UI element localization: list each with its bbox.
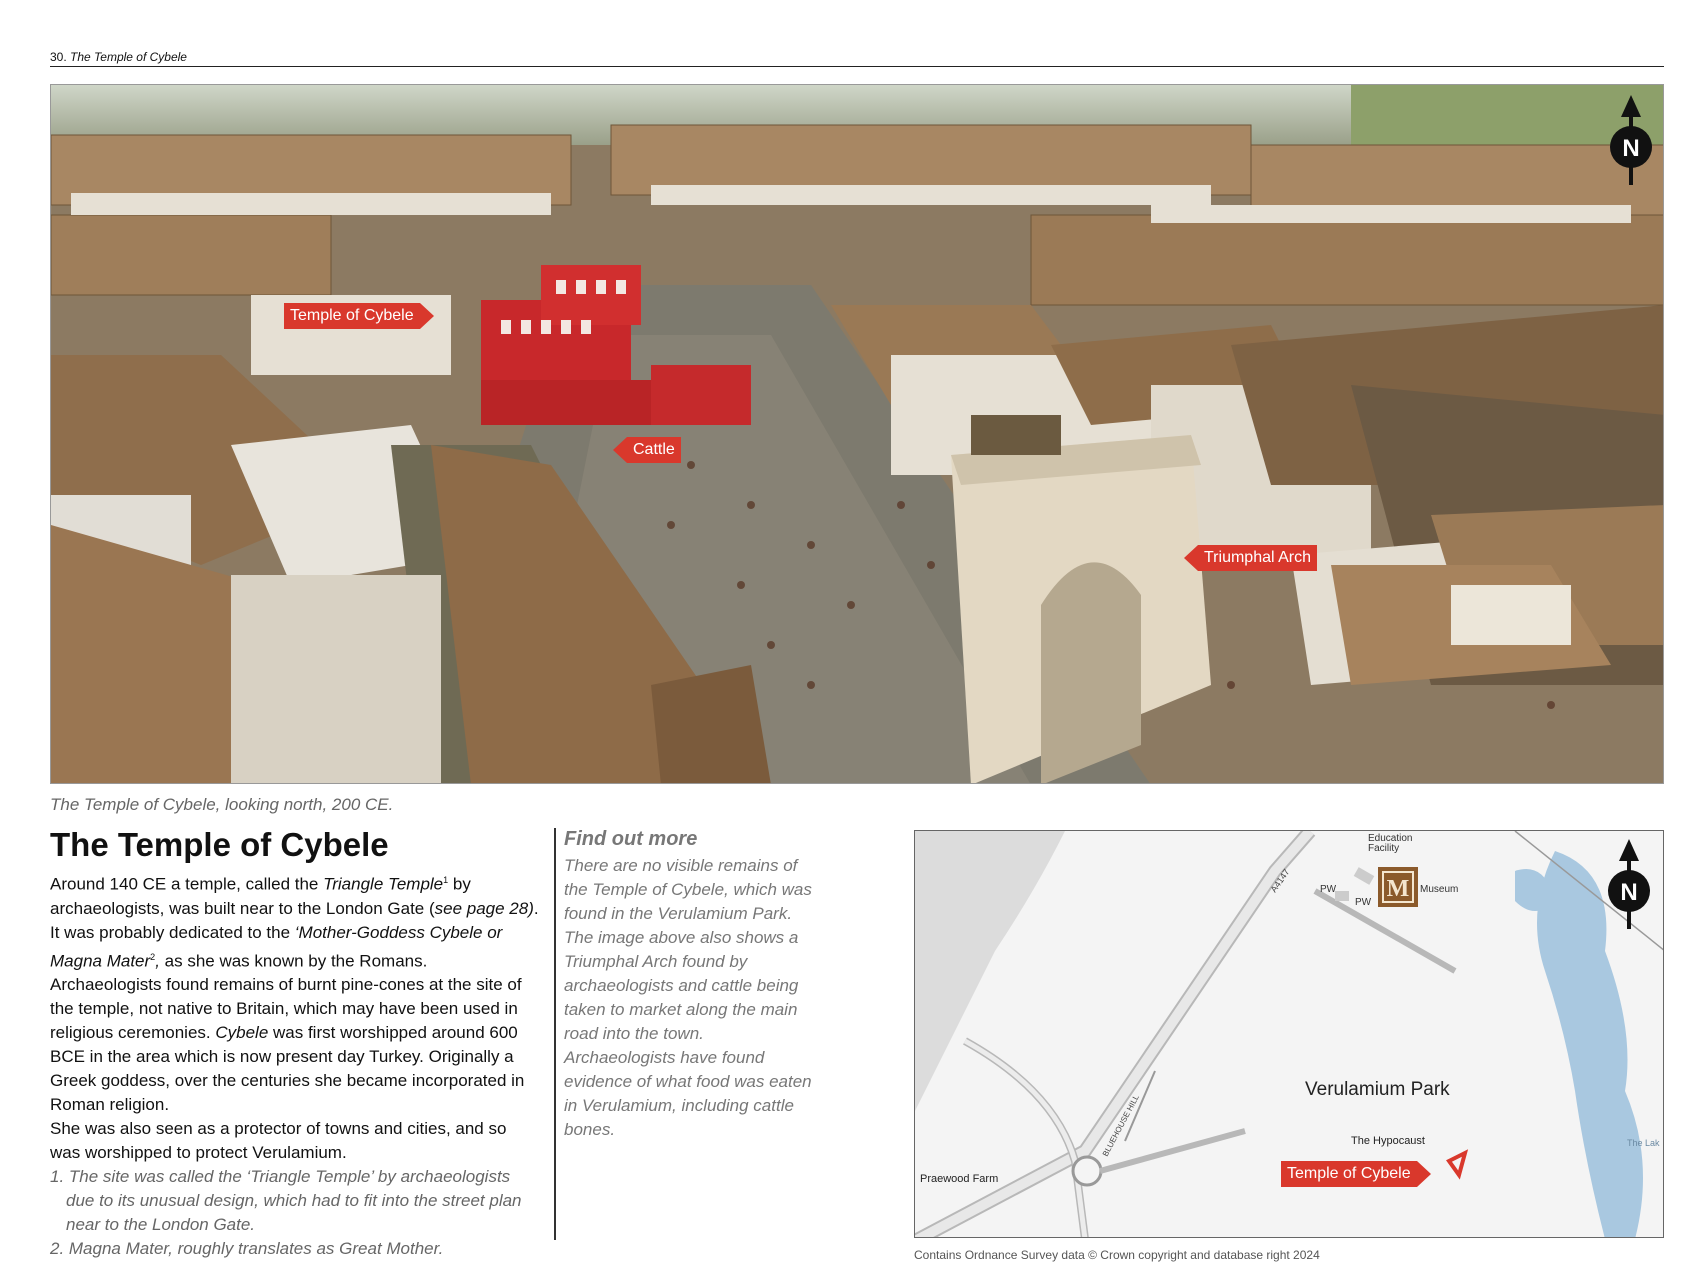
article-paragraph-2: She was also seen as a protector of towns and cities, and so was worshipped to protect Verulamium. bbox=[50, 1119, 507, 1163]
map-label-temple-of-cybele: Temple of Cybele bbox=[1281, 1161, 1431, 1187]
label-arrow bbox=[1417, 1161, 1431, 1187]
roman-town-scene bbox=[51, 85, 1664, 784]
footnotes bbox=[50, 1165, 540, 1261]
svg-text:The Hypocaust: The Hypocaust bbox=[1351, 1135, 1425, 1147]
find-out-more-heading: Find out more bbox=[564, 828, 698, 850]
svg-text:N: N bbox=[1622, 135, 1640, 162]
running-header bbox=[50, 50, 1664, 67]
svg-text:The Lak: The Lak bbox=[1627, 1138, 1660, 1148]
label-arrow bbox=[613, 437, 627, 463]
find-out-more-box bbox=[564, 826, 814, 1142]
svg-text:Praewood Farm: Praewood Farm bbox=[920, 1173, 999, 1185]
article-paragraph-1: Around 140 CE a temple, called the Triangle Temple$^1$ by archaeologists, was built near to the London Gate (see page 28). It was probably dedicated to the ‘Mother-Goddess Cybele or Magna Mater$^2$, as she was known by the Romans. Archaeologists found remains of burnt pine-cones at the site of the temple, not native to Britain, which may have been used in religious ceremonies. Cybele was first worshipped around 600 BCE in the area which is now present day Turkey. Originally a Greek goddess, over the centuries she became incorporated in Roman religion. bbox=[50, 874, 539, 1115]
location-map bbox=[914, 830, 1664, 1238]
north-arrow-icon bbox=[1609, 95, 1653, 187]
section-title: The Temple of Cybele bbox=[70, 50, 187, 64]
label-cattle: Cattle bbox=[613, 437, 681, 463]
museum-icon bbox=[1378, 867, 1418, 907]
column-divider bbox=[554, 828, 556, 1240]
find-out-more-text: There are no visible remains of the Temple of Cybele, which was found in the Verulamium Park. The image above also shows a Triumphal Arch found by archaeologists and cattle being taken to market along the main road into the town. Archaeologists have found evidence of what food was eaten in Verulamium, including cattle bones. bbox=[564, 856, 812, 1139]
label-triumphal-arch: Triumphal Arch bbox=[1184, 545, 1317, 571]
svg-text:Museum: Museum bbox=[1420, 884, 1459, 895]
map-north-arrow-icon bbox=[1607, 839, 1651, 931]
figure-caption: The Temple of Cybele, looking north, 200 CE. bbox=[50, 795, 394, 814]
footnote-2: 2. Magna Mater, roughly translates as Great Mother. bbox=[50, 1239, 444, 1259]
label-arrow bbox=[1184, 545, 1198, 571]
page-number: 30. bbox=[50, 50, 67, 64]
article-title: The Temple of Cybele bbox=[50, 826, 389, 863]
footnote-1: 1. The site was called the ‘Triangle Temple’ by archaeologists due to its unusual design, which had to fit into the street plan near to the London Gate. bbox=[50, 1167, 522, 1235]
svg-text:Education: Education bbox=[1368, 833, 1413, 844]
article bbox=[50, 826, 540, 1261]
svg-text:A4147: A4147 bbox=[1268, 867, 1292, 895]
svg-text:N: N bbox=[1620, 879, 1638, 906]
svg-text:PW: PW bbox=[1320, 884, 1337, 895]
svg-text:Verulamium Park: Verulamium Park bbox=[1305, 1079, 1450, 1100]
hero-illustration bbox=[50, 84, 1664, 784]
svg-text:M: M bbox=[1386, 876, 1410, 902]
map-credit: Contains Ordnance Survey data © Crown copyright and database right 2024 bbox=[914, 1248, 1320, 1262]
svg-text:Facility: Facility bbox=[1368, 843, 1400, 854]
label-temple-of-cybele: Temple of Cybele bbox=[284, 303, 434, 329]
svg-text:PW: PW bbox=[1355, 897, 1372, 908]
svg-text:BLUEHOUSE HILL: BLUEHOUSE HILL bbox=[1100, 1093, 1141, 1158]
label-arrow bbox=[420, 303, 434, 329]
